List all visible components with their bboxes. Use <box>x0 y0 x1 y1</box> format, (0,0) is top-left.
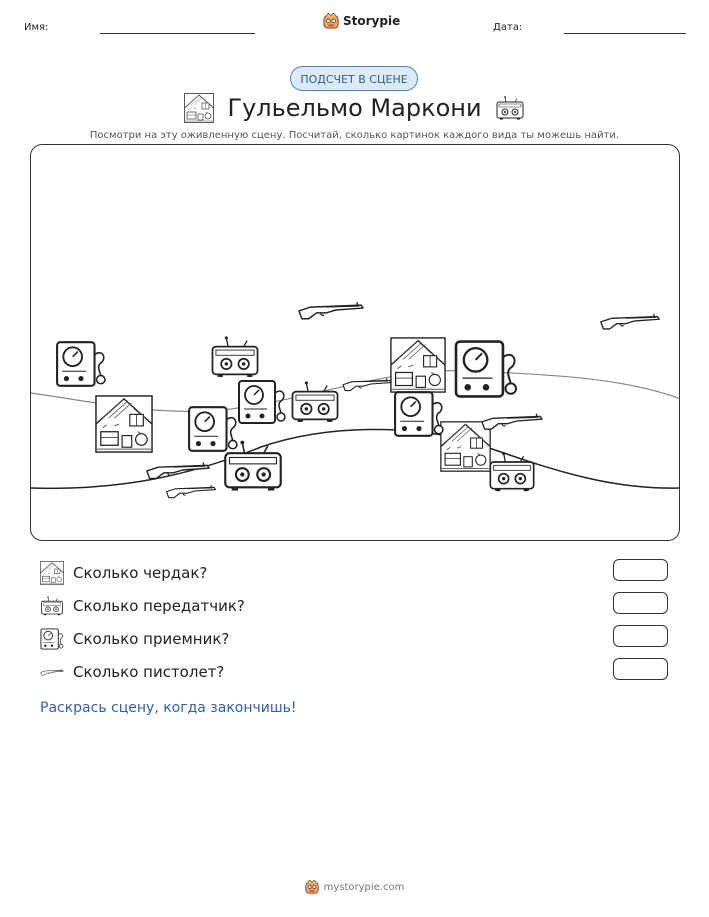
finish-instruction: Раскрась сцену, когда закончишь! <box>40 700 297 716</box>
receiver-icon <box>57 342 105 386</box>
answer-box-transmitter[interactable] <box>613 592 668 614</box>
pistol-icon <box>147 462 209 478</box>
pistol-icon <box>601 314 659 329</box>
counting-scene <box>30 144 680 541</box>
receiver-icon <box>239 381 285 423</box>
brand-name: Storypie <box>343 14 401 28</box>
answer-box-attic[interactable] <box>613 559 668 581</box>
footer-url: mystorypie.com <box>323 881 405 893</box>
date-label: Дата: <box>493 22 523 33</box>
footer <box>0 880 709 894</box>
instructions: Посмотри на эту оживленную сцену. Посчитай, сколько картинок каждого вида ты можешь найти. <box>89 130 620 141</box>
name-field-line[interactable] <box>100 33 255 34</box>
transmitter-title-icon <box>495 93 525 123</box>
storypie-logo-icon <box>305 880 319 894</box>
pistol-icon <box>40 660 64 684</box>
receiver-icon <box>189 407 237 451</box>
attic-icon <box>96 396 152 452</box>
answer-box-receiver[interactable] <box>613 625 668 647</box>
receiver-icon <box>395 392 443 436</box>
pistol-icon <box>482 414 542 429</box>
transmitter-icon <box>292 381 337 422</box>
question-receiver <box>40 626 229 652</box>
question-text: Сколько чердак? <box>73 564 208 582</box>
answer-box-pistol[interactable] <box>613 658 668 680</box>
transmitter-icon <box>40 594 64 618</box>
attic-icon <box>40 561 64 585</box>
date-field-line[interactable] <box>564 33 686 34</box>
pistol-icon <box>166 485 215 498</box>
transmitter-icon <box>212 336 257 377</box>
question-text: Сколько приемник? <box>73 630 230 648</box>
attic-icon <box>391 338 445 392</box>
question-attic <box>40 560 207 586</box>
page-title: Гульельмо Маркони <box>227 94 482 122</box>
pistol-icon <box>343 378 391 390</box>
attic-icon <box>441 422 490 471</box>
scene-canvas <box>31 145 680 541</box>
receiver-icon <box>40 627 64 651</box>
activity-badge: ПОДСЧЕТ В СЦЕНЕ <box>290 66 418 91</box>
storypie-logo-icon <box>323 13 339 29</box>
transmitter-icon <box>490 452 533 491</box>
question-transmitter <box>40 593 245 619</box>
receiver-icon <box>456 342 516 397</box>
question-text: Сколько пистолет? <box>73 663 225 681</box>
brand-logo <box>323 13 400 29</box>
question-text: Сколько передатчик? <box>73 597 245 615</box>
name-label: Имя: <box>24 22 49 33</box>
pistol-icon <box>299 302 363 319</box>
question-pistol <box>40 659 224 685</box>
